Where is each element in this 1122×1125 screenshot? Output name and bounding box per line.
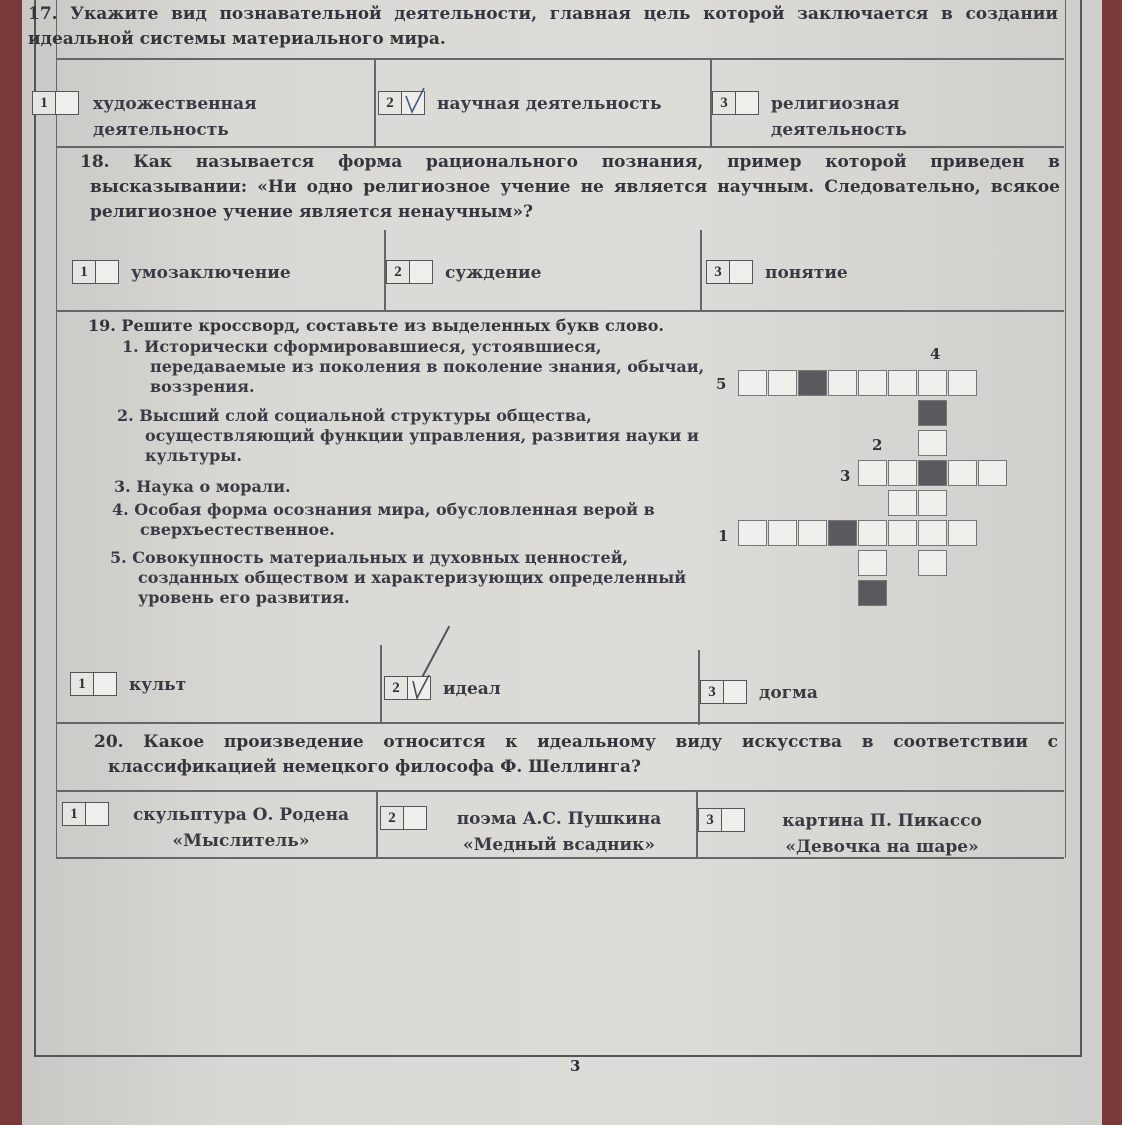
crossword-cell[interactable]	[948, 370, 977, 396]
option-label: религиозная деятельность	[771, 94, 907, 140]
crossword-cell-highlighted[interactable]	[828, 520, 857, 546]
divider	[374, 58, 376, 146]
crossword-cell[interactable]	[918, 550, 947, 576]
question-18-text: 18. Как называется форма рационального познания, пример которой приведен в высказывании: «Ни одно религиозное учение не является научным. Следовательно, всякое религиозное учение является ненаучным»?	[80, 152, 1060, 222]
question-20-text: 20. Какое произведение относится к идеальному виду искусства в соответствии с классификацией немецкого философа Ф. Шеллинга?	[94, 732, 1058, 777]
crossword-cell[interactable]	[798, 520, 827, 546]
crossword-cell[interactable]	[738, 370, 767, 396]
q17-option-2[interactable]	[378, 91, 698, 117]
option-number: 2	[380, 806, 404, 830]
option-number: 1	[70, 672, 94, 696]
clue-4: 4. Особая форма осознания мира, обусловленная верой в сверхъестественное.	[112, 500, 655, 539]
crossword-cell[interactable]	[918, 370, 947, 396]
answer-box-checked[interactable]	[408, 676, 431, 700]
q20-option-3[interactable]	[698, 808, 1018, 860]
option-number: 1	[72, 260, 96, 284]
answer-box[interactable]	[410, 260, 433, 284]
divider	[56, 146, 1064, 148]
crossword-cell[interactable]	[918, 430, 947, 456]
q17-option-1[interactable]	[32, 91, 352, 143]
option-label: понятие	[765, 263, 848, 283]
crossword-cell-highlighted[interactable]	[858, 580, 887, 606]
question-17-text: 17. Укажите вид познавательной деятельности, главная цель которой заключается в создании идеальной системы материального мира.	[28, 4, 1058, 49]
q18-option-1[interactable]	[72, 260, 372, 286]
answer-box[interactable]	[94, 672, 117, 696]
crossword-cell[interactable]	[948, 520, 977, 546]
grid-number-4: 4	[930, 345, 941, 363]
crossword-cell[interactable]	[738, 520, 767, 546]
q19-option-2[interactable]	[384, 676, 684, 702]
option-number: 2	[386, 260, 410, 284]
q18-option-3[interactable]	[706, 260, 1006, 286]
q17-option-3[interactable]	[712, 91, 1052, 143]
option-label: картина П. Пикассо «Девочка на шаре»	[782, 811, 982, 857]
divider	[56, 722, 1064, 724]
crossword-cell-highlighted[interactable]	[918, 460, 947, 486]
option-label: культ	[129, 675, 187, 695]
q18-option-2[interactable]	[386, 260, 686, 286]
grid-number-5: 5	[716, 375, 727, 393]
crossword-cell[interactable]	[768, 370, 797, 396]
crossword-cell[interactable]	[978, 460, 1007, 486]
checkmark-icon	[409, 671, 431, 701]
checkmark-icon	[403, 86, 425, 116]
question-19-text: 19. Решите кроссворд, составьте из выделенных букв слово.	[88, 316, 664, 335]
q20-option-1[interactable]	[62, 802, 372, 854]
option-number: 2	[384, 676, 408, 700]
option-number: 2	[378, 91, 402, 115]
option-label: умозаключение	[131, 263, 291, 283]
crossword-cell[interactable]	[858, 460, 887, 486]
crossword-cell[interactable]	[828, 370, 857, 396]
divider	[56, 58, 1064, 60]
crossword-cell[interactable]	[918, 520, 947, 546]
crossword-cell[interactable]	[888, 460, 917, 486]
clue-2: 2. Высший слой социальной структуры общества, осуществляющий функции управления, развития науки и культуры.	[117, 406, 699, 465]
clue-3: 3. Наука о морали.	[114, 477, 291, 496]
crossword-cell[interactable]	[918, 490, 947, 516]
answer-box[interactable]	[722, 808, 745, 832]
crossword-cell-highlighted[interactable]	[798, 370, 827, 396]
crossword-cell[interactable]	[888, 520, 917, 546]
q20-option-2[interactable]	[380, 806, 690, 858]
crossword-cell[interactable]	[858, 550, 887, 576]
option-label: идеал	[443, 679, 501, 699]
q19-option-3[interactable]	[700, 680, 1000, 706]
answer-box[interactable]	[86, 802, 109, 826]
option-number: 3	[706, 260, 730, 284]
divider	[380, 645, 382, 723]
clue-1: 1. Исторически сформировавшиеся, устоявшиеся, передаваемые из поколения в поколение знания, обычаи, воззрения.	[122, 337, 705, 396]
answer-box-checked[interactable]	[402, 91, 425, 115]
divider	[700, 230, 702, 310]
option-number: 3	[712, 91, 736, 115]
option-number: 3	[700, 680, 724, 704]
option-label: художественная деятельность	[93, 94, 257, 140]
crossword-cell-highlighted[interactable]	[918, 400, 947, 426]
option-label: научная деятельность	[437, 94, 662, 114]
q19-option-1[interactable]	[70, 672, 370, 698]
crossword-cell[interactable]	[888, 490, 917, 516]
page-number: 3	[570, 1057, 581, 1075]
divider	[56, 310, 1064, 312]
answer-box[interactable]	[730, 260, 753, 284]
option-number: 3	[698, 808, 722, 832]
divider	[376, 790, 378, 858]
option-label: догма	[759, 683, 818, 703]
grid-number-2: 2	[872, 436, 883, 454]
answer-box[interactable]	[96, 260, 119, 284]
option-number: 1	[62, 802, 86, 826]
divider	[56, 790, 1064, 792]
grid-number-1: 1	[718, 527, 729, 545]
answer-box[interactable]	[404, 806, 427, 830]
worksheet-page	[22, 0, 1102, 1125]
answer-box[interactable]	[56, 91, 79, 115]
crossword-cell[interactable]	[768, 520, 797, 546]
option-label: поэма А.С. Пушкина «Медный всадник»	[456, 809, 662, 855]
crossword-cell[interactable]	[858, 520, 887, 546]
option-label: скульптура О. Родена «Мыслитель»	[132, 805, 350, 851]
clue-5: 5. Совокупность материальных и духовных ценностей, созданных обществом и характеризующих определенный уровень его развития.	[110, 548, 687, 607]
option-number: 1	[32, 91, 56, 115]
crossword-cell[interactable]	[948, 460, 977, 486]
option-label: суждение	[445, 263, 542, 283]
grid-number-3: 3	[840, 467, 851, 485]
answer-box[interactable]	[736, 91, 759, 115]
crossword-cell[interactable]	[858, 370, 887, 396]
answer-box[interactable]	[724, 680, 747, 704]
crossword-cell[interactable]	[888, 370, 917, 396]
